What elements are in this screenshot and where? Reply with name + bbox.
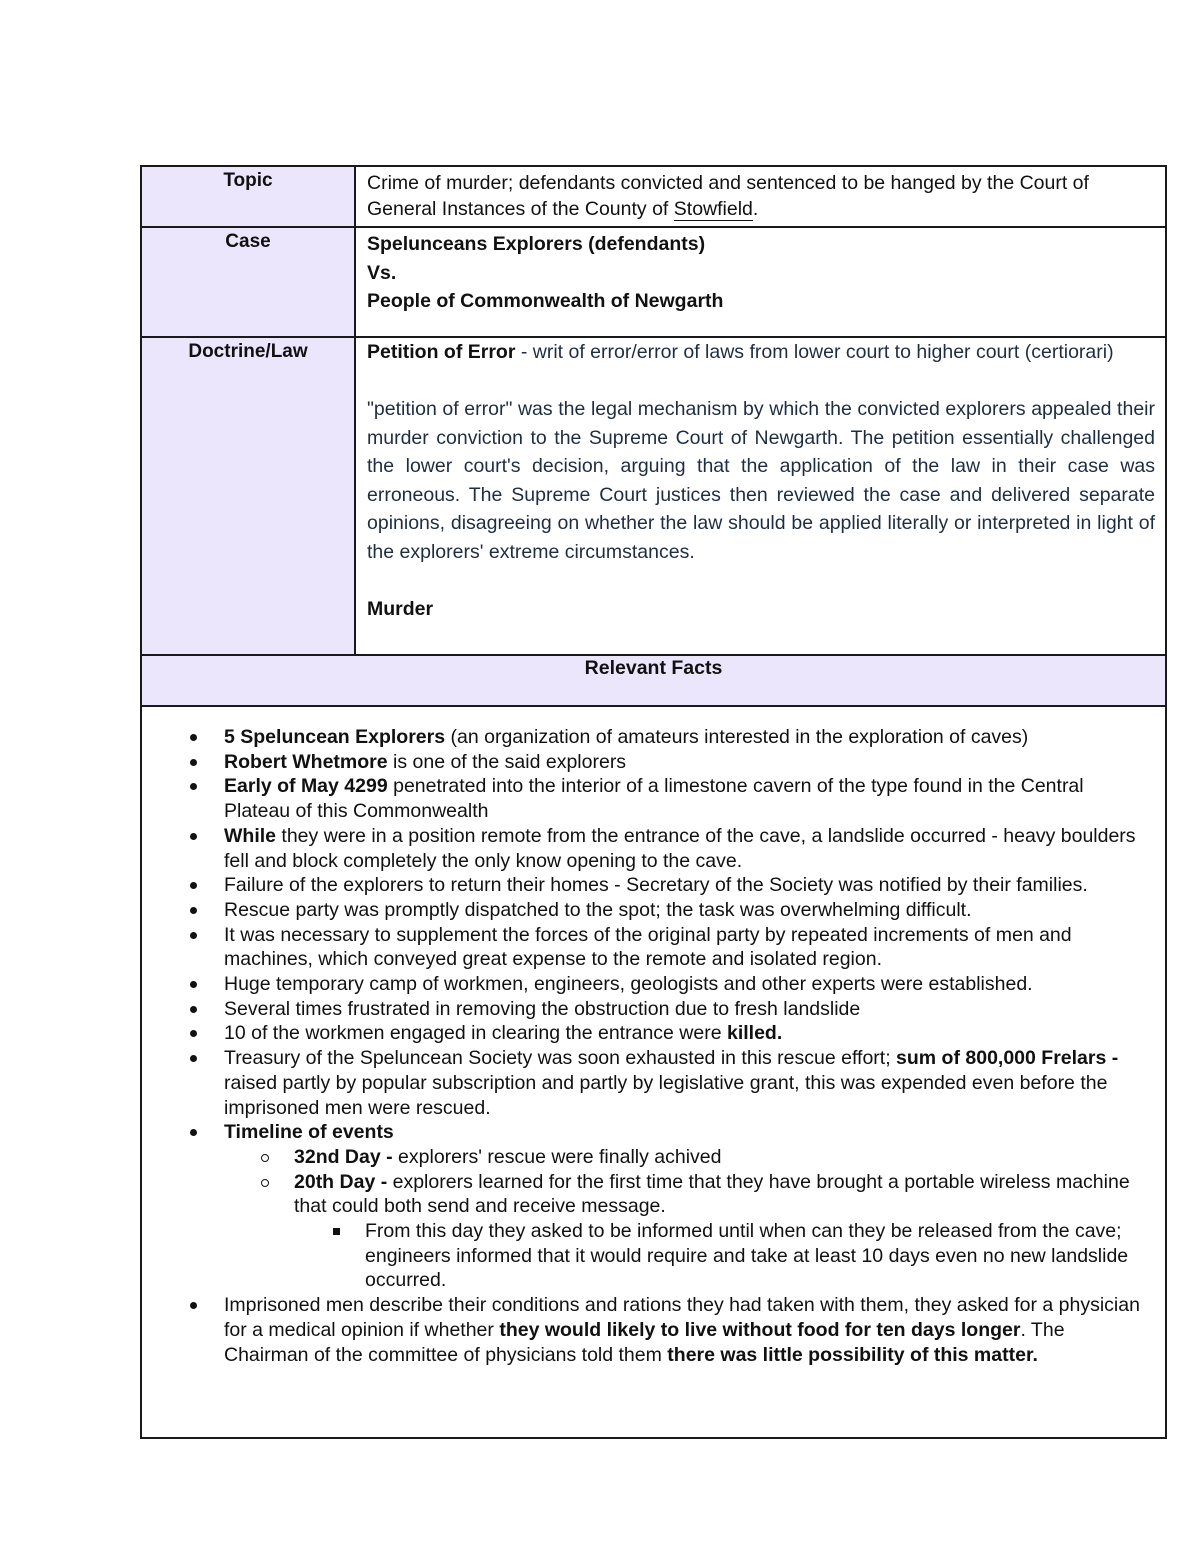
fact-bold: 20th Day -	[294, 1170, 388, 1193]
list-item	[142, 824, 1145, 873]
fact-text: . The Chairman of the committee of physicians told them	[224, 1318, 1065, 1366]
list-item	[142, 1046, 1145, 1120]
doctrine-term: Petition of Error	[367, 341, 516, 363]
fact-text: Several times frustrated in removing the obstruction due to fresh landslide	[224, 997, 861, 1020]
topic-row	[141, 166, 1166, 227]
list-item	[142, 1021, 1145, 1046]
doctrine-definition	[367, 338, 1155, 367]
case-row	[141, 227, 1166, 337]
doctrine-content	[355, 337, 1166, 655]
list-item	[142, 725, 1145, 750]
doctrine-explanation: "petition of error" was the legal mechanism by which the convicted explorers appealed their murder conviction to the Supreme Court of Newgarth. The petition essentially challenged the lower court's decision, arguing that the application of the law in their case was erroneous. The Supreme Court justices then reviewed the case and delivered separate opinions, disagreeing on whether the law should be applied literally or interpreted in light of the explorers' extreme circumstances.	[367, 398, 1155, 563]
list-item	[142, 923, 1145, 972]
case-party-1: Spelunceans Explorers (defendants)	[367, 233, 706, 255]
case-label: Case	[141, 227, 355, 337]
list-item	[142, 1120, 1145, 1293]
fact-text: raised partly by popular subscription and partly by legislative grant, this was expended even before the imprisoned men were rescued.	[224, 1071, 1108, 1119]
list-item	[142, 873, 1145, 898]
case-versus: Vs.	[367, 261, 397, 284]
fact-text: (an organization of amateurs interested in the exploration of caves)	[445, 726, 1029, 748]
topic-county: Stowfield	[673, 198, 753, 220]
timeline-heading: Timeline of events	[224, 1121, 394, 1144]
fact-bold: there was little possibility of this matter.	[667, 1343, 1038, 1366]
facts-row	[141, 706, 1166, 1438]
topic-text: Crime of murder; defendants convicted and sentenced to be hanged by the Court of General Instances of the County of	[367, 172, 1089, 220]
list-item	[142, 750, 1145, 775]
doctrine-murder: Murder	[367, 597, 434, 620]
fact-text: explorers learned for the first time that they have brought a portable wireless machine that could both send and receive message.	[294, 1170, 1130, 1218]
fact-text: Treasury of the Speluncean Society was soon exhausted in this rescue effort;	[224, 1047, 897, 1070]
list-item	[142, 898, 1145, 923]
fact-text: Failure of the explorers to return their homes - Secretary of the Society was notified by their families.	[224, 874, 1088, 897]
fact-text: they were in a position remote from the entrance of the cave, a landslide occurred - heavy boulders fell and block completely the only know opening to the cave.	[224, 824, 1136, 872]
list-item	[142, 1293, 1145, 1367]
fact-bold: they would likely to live without food for ten days longer	[499, 1318, 1021, 1341]
timeline-sublist	[294, 1219, 1145, 1293]
case-content	[355, 227, 1166, 337]
doctrine-label: Doctrine/Law	[141, 337, 355, 655]
facts-content	[141, 706, 1166, 1438]
list-item	[142, 774, 1145, 823]
fact-bold: 32nd Day -	[294, 1145, 393, 1168]
list-item	[142, 997, 1145, 1022]
fact-text: Rescue party was promptly dispatched to the spot; the task was overwhelming difficult.	[224, 898, 972, 921]
topic-label: Topic	[141, 166, 355, 227]
fact-text: It was necessary to supplement the forces of the original party by repeated increments of men and machines, which conveyed great expense to the remote and isolated region.	[224, 923, 1072, 971]
fact-bold: 5 Speluncean Explorers	[224, 726, 446, 748]
fact-text: From this day they asked to be informed until when can they be released from the cave; engineers informed that it would require and take at least 10 days even no new landslide occurred.	[365, 1220, 1129, 1292]
fact-text: penetrated into the interior of a limestone cavern of the type found in the Central Plateau of this Commonwealth	[224, 775, 1084, 823]
fact-text: explorers' rescue were finally achived	[392, 1145, 722, 1168]
fact-bold: Robert Whetmore	[224, 750, 388, 773]
list-item	[142, 1170, 1145, 1294]
case-digest-table	[140, 165, 1167, 1439]
facts-list	[142, 725, 1145, 1367]
fact-text: is one of the said explorers	[387, 750, 627, 773]
list-item	[142, 972, 1145, 997]
fact-text: 10 of the workmen engaged in clearing the entrance were	[224, 1022, 727, 1045]
relevant-facts-header: Relevant Facts	[141, 655, 1166, 706]
list-item	[142, 1145, 1145, 1170]
topic-period: .	[752, 198, 759, 220]
timeline-list	[224, 1145, 1145, 1293]
fact-bold: Early of May 4299	[224, 775, 388, 798]
case-party-2: People of Commonwealth of Newgarth	[367, 290, 724, 312]
facts-header-row	[141, 655, 1166, 706]
doctrine-row	[141, 337, 1166, 655]
fact-bold: killed.	[726, 1022, 783, 1045]
topic-content	[355, 166, 1166, 227]
fact-text: Huge temporary camp of workmen, engineers, geologists and other experts were established.	[224, 973, 1033, 996]
fact-bold: sum of 800,000 Frelars -	[896, 1047, 1119, 1070]
fact-text: Imprisoned men describe their conditions and rations they had taken with them, they asked for a physician for a medical opinion if whether	[224, 1294, 1140, 1341]
list-item	[142, 1219, 1145, 1293]
doctrine-term-desc: - writ of error/error of laws from lower court to higher court (certiorari)	[515, 341, 1114, 363]
fact-bold: While	[224, 824, 276, 847]
